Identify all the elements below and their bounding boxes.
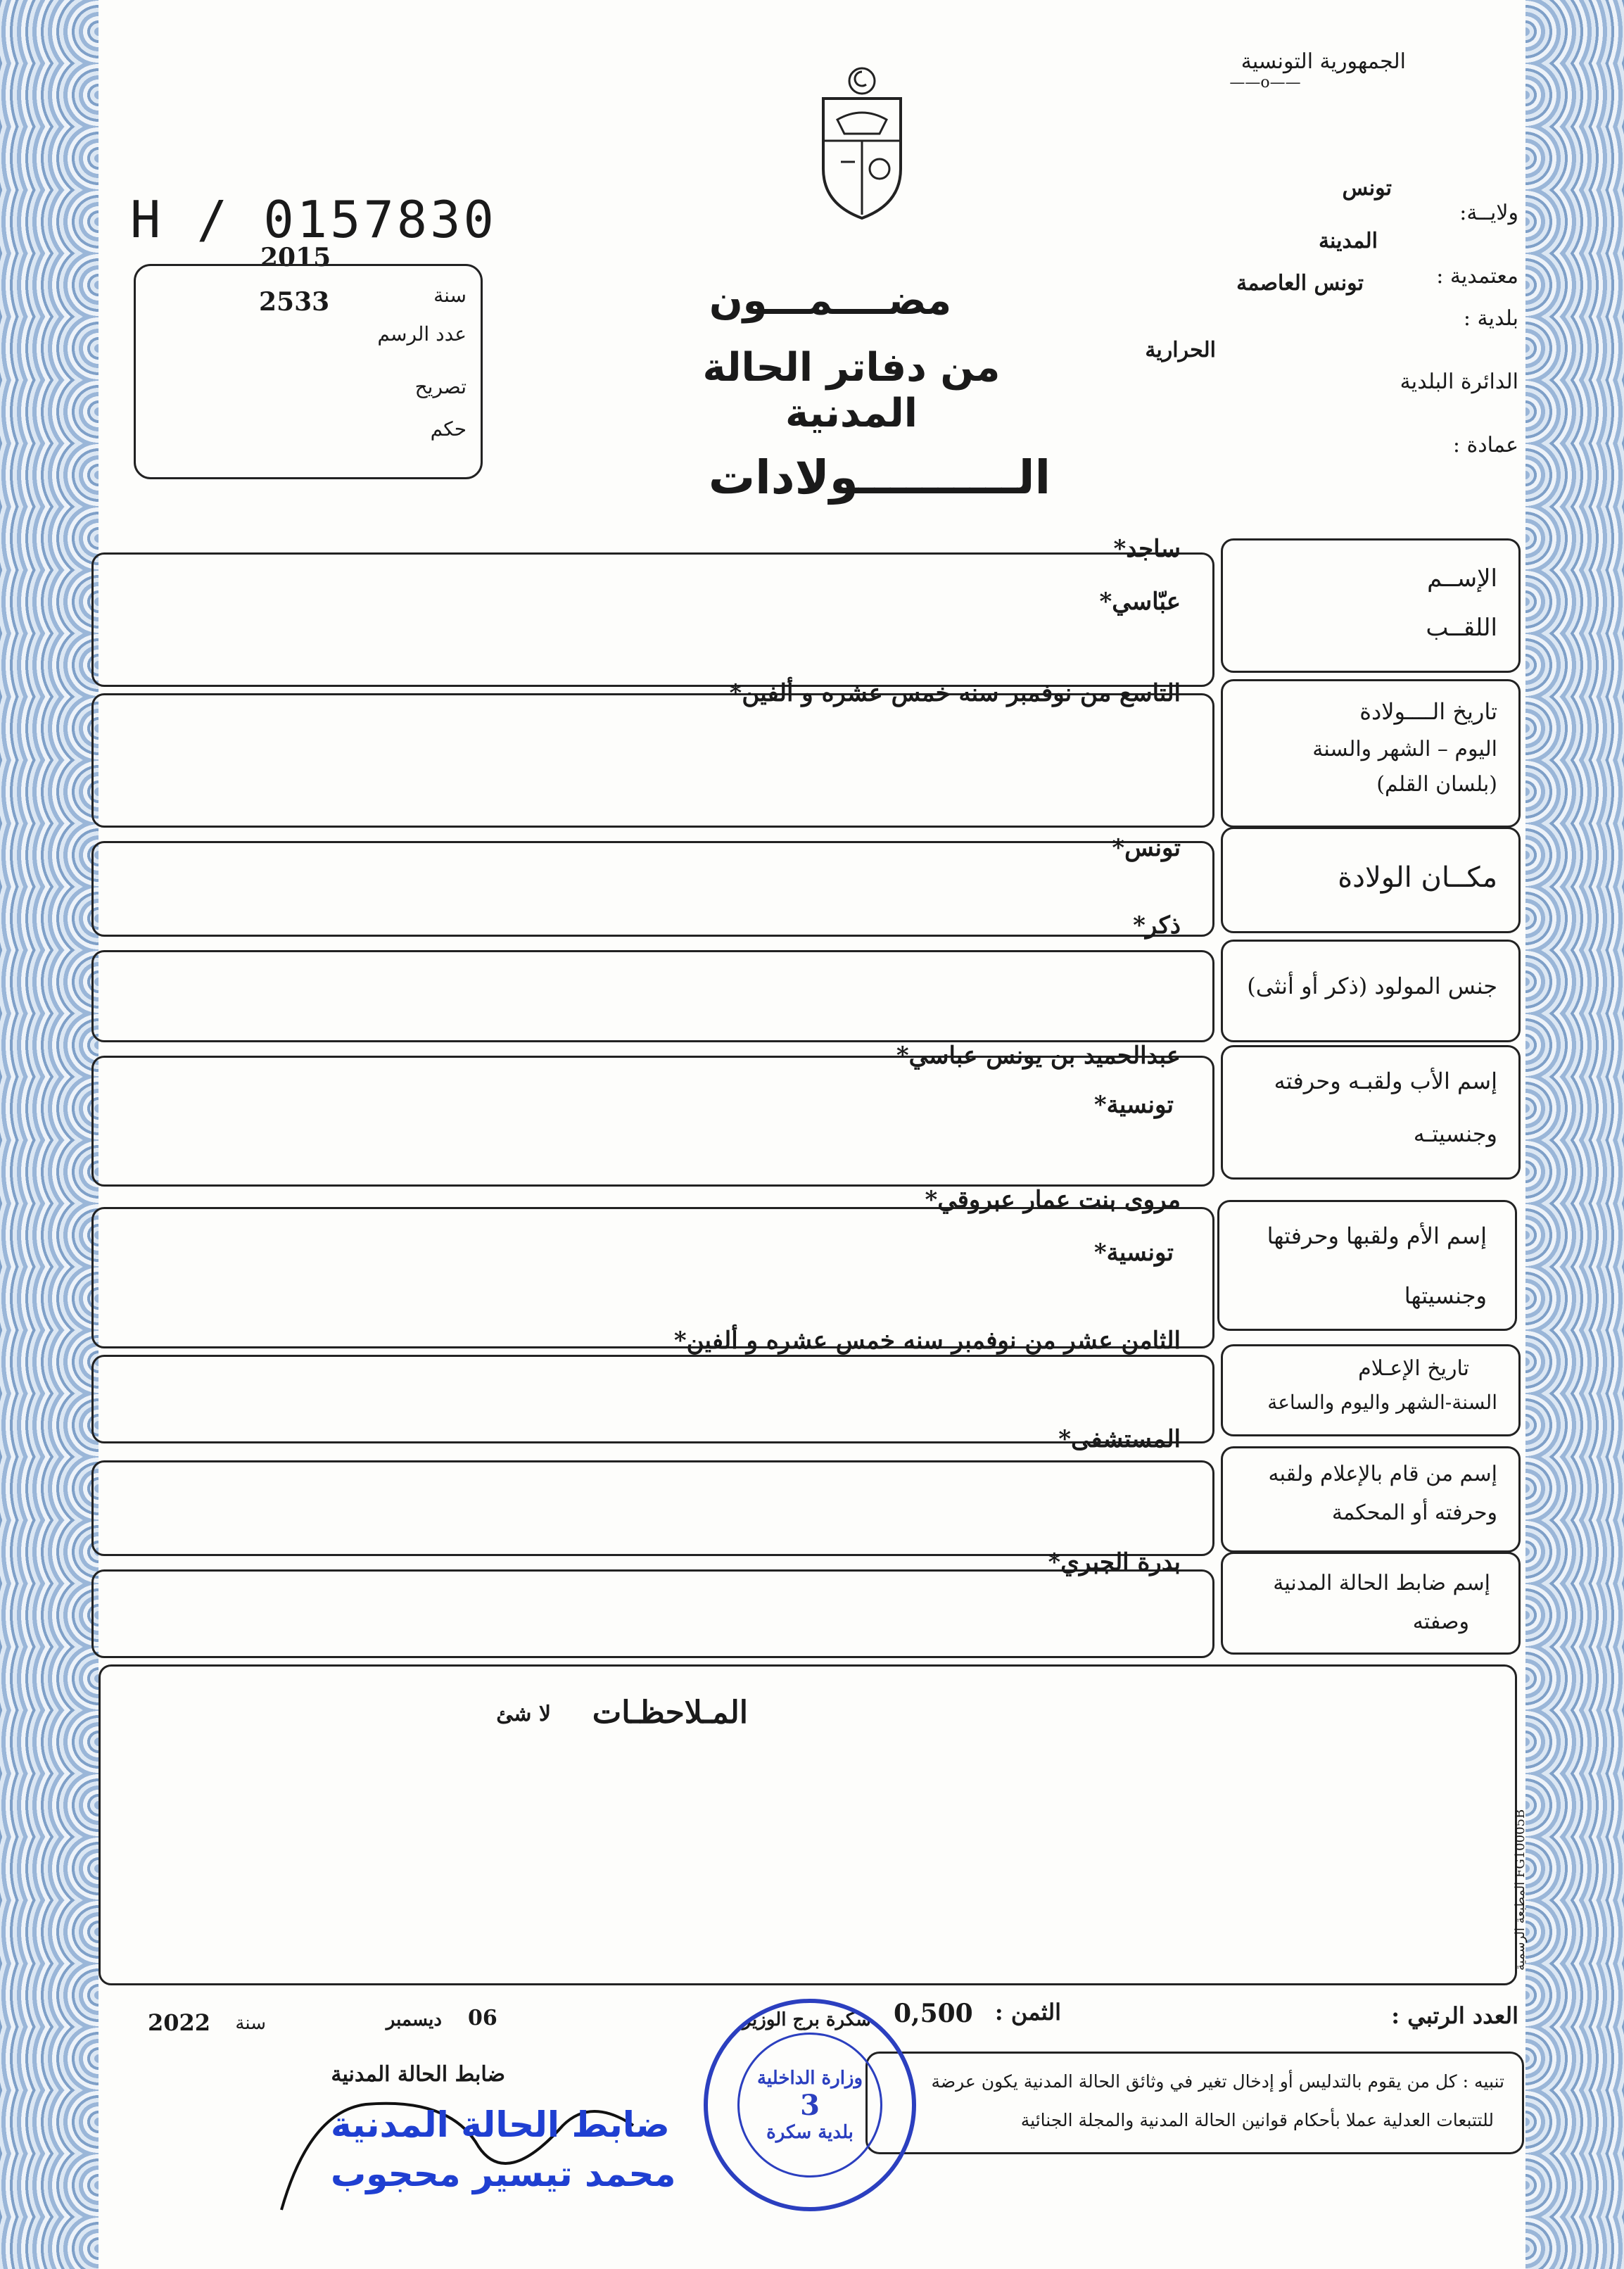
title-extract: مضــــمـــون xyxy=(709,278,952,324)
value-box-birth-date xyxy=(91,693,1214,828)
baladia-value: تونس العاصمة xyxy=(1236,271,1364,296)
label-first-name: الإســم xyxy=(1427,564,1497,593)
officer-stamp-name: محمد تيسير محجوب xyxy=(331,2154,676,2194)
value-surname: عبّاسي* xyxy=(1099,588,1181,616)
label-box-father xyxy=(1221,1045,1521,1180)
label-declaration-date: تاريخ الإعـلام xyxy=(1358,1356,1469,1381)
official-stamp xyxy=(704,1999,916,2211)
label-birth-date: تاريخ الــــولادة xyxy=(1359,698,1497,725)
serial-digits: 0157830 xyxy=(263,190,497,249)
value-mother-nationality: تونسية* xyxy=(1093,1239,1174,1267)
coat-of-arms-icon xyxy=(809,63,915,225)
record-year-label: سنة xyxy=(433,284,467,307)
serial-prefix: H / xyxy=(130,190,231,249)
value-declaration-date: الثامن عشر من نوفمبر سنه خمس عشره و ألفين* xyxy=(673,1327,1181,1355)
label-box-declarant xyxy=(1221,1446,1521,1553)
record-number-label: عدد الرسم xyxy=(377,322,467,346)
issue-place: سكرة برج الوزير xyxy=(742,2009,871,2030)
value-birth-date: التاسع من نوفمبر سنه خمس عشره و ألفين* xyxy=(729,679,1181,707)
warning-line-2: للتتبعات العدلية عملا بأحكام قوانين الحالة المدنية والمجلة الجنائية xyxy=(1020,2110,1494,2130)
remarks-value: لا شئ xyxy=(496,1702,551,1726)
daira-value: الحرارية xyxy=(1145,338,1216,362)
serial-year: 2015 xyxy=(260,243,331,272)
printer-mark: المطبعة الرسمية FG10005B xyxy=(1513,1809,1528,1971)
label-box-name xyxy=(1221,538,1521,673)
label-father: إسم الأب ولقبـه وحرفته xyxy=(1274,1068,1497,1094)
value-father: عبدالحميد بن يونس عباسي* xyxy=(896,1042,1181,1070)
value-box-declaration-date xyxy=(91,1355,1214,1443)
baladia-label: بلدية : xyxy=(1463,306,1518,331)
record-judgment-label: حكم xyxy=(430,417,467,441)
value-birth-place: تونس* xyxy=(1112,834,1181,862)
record-number-box xyxy=(134,264,483,479)
motamadia-label: معتمدية : xyxy=(1436,264,1518,289)
label-box-birth-place xyxy=(1221,827,1521,933)
value-first-name: ساجد* xyxy=(1113,535,1181,563)
motamadia-value: المدينة xyxy=(1318,229,1378,253)
republic-title: الجمهورية التونسية xyxy=(1241,49,1406,74)
issue-day: 06 xyxy=(468,2006,497,2030)
title-births: الــــــــــولادات xyxy=(708,450,1051,505)
value-sex: ذكر* xyxy=(1133,911,1181,940)
remarks-label: المـلاحظـات xyxy=(592,1695,748,1731)
value-father-nationality: تونسية* xyxy=(1093,1091,1174,1119)
year-label: سنة xyxy=(235,2013,266,2034)
warning-line-1: تنبيه : كل من يقوم بالتدليس أو إدخال تغير في وثائق الحالة المدنية يكون عرضة xyxy=(931,2071,1504,2092)
officer-stamp-title: ضابط الحالة المدنية xyxy=(331,2104,670,2145)
label-declarant-profession: وحرفته أو المحكمة xyxy=(1331,1500,1497,1525)
price-value: 0,500 xyxy=(894,1999,973,2028)
value-box-officer xyxy=(91,1569,1214,1658)
label-box-declaration-date xyxy=(1221,1344,1521,1436)
label-sex: جنس المولود (ذكر أو أنثى) xyxy=(1247,973,1497,999)
stamp-inner-text: بلدية سكرة xyxy=(766,2121,854,2143)
signature-scribble-icon xyxy=(267,2083,690,2217)
issue-month: ديسمبر xyxy=(386,2009,442,2030)
label-surname: اللقــب xyxy=(1426,614,1497,642)
label-officer: إسم ضابط الحالة المدنية xyxy=(1273,1571,1490,1595)
stamp-outer-text: وزارة الداخلية xyxy=(756,2067,863,2089)
label-mother: إسم الأم ولقبها وحرفتها xyxy=(1267,1222,1487,1249)
value-mother: مروى بنت عمار عبروقي* xyxy=(925,1186,1181,1214)
left-guilloche-border xyxy=(0,0,99,2269)
label-box-officer xyxy=(1221,1552,1521,1655)
value-box-sex xyxy=(91,950,1214,1042)
remarks-box xyxy=(99,1664,1517,1985)
year-value: 2022 xyxy=(148,2009,211,2036)
label-declarant: إسم من قام بالإعلام ولقبه xyxy=(1268,1462,1497,1486)
wilaya-label: ولايــة: xyxy=(1459,201,1518,225)
value-box-declarant xyxy=(91,1460,1214,1556)
value-box-birth-place xyxy=(91,841,1214,937)
label-box-birth-date xyxy=(1221,679,1521,828)
price-label: الثمن : xyxy=(994,1999,1061,2025)
warning-box xyxy=(865,2052,1524,2154)
title-registers: من دفاتر الحالة المدنية xyxy=(702,345,1001,436)
label-birth-date-words: (بلسان القلم) xyxy=(1376,772,1497,797)
omada-label: عمادة : xyxy=(1452,433,1518,457)
value-officer: بدرة الجبري* xyxy=(1048,1548,1181,1576)
record-number-value: 2533 xyxy=(259,287,330,317)
label-birth-place: مكــان الولادة xyxy=(1338,861,1497,894)
label-father-nationality: وجنسيتـه xyxy=(1413,1120,1497,1147)
daira-label: الدائرة البلدية xyxy=(1400,369,1518,394)
value-box-name xyxy=(91,552,1214,687)
ordinal-label: العدد الرتبي : xyxy=(1391,2002,1518,2029)
officer-title: ضابط الحالة المدنية xyxy=(331,2062,505,2087)
label-box-mother xyxy=(1217,1200,1517,1331)
record-declaration-label: تصريح xyxy=(414,375,467,398)
stamp-number: 3 xyxy=(800,2088,820,2122)
header-divider: ——o—— xyxy=(1229,74,1301,91)
label-birth-date-format: اليوم – الشهر والسنة xyxy=(1312,737,1497,761)
label-officer-title: وصفته xyxy=(1412,1610,1469,1634)
value-declarant: المستشفى* xyxy=(1058,1425,1181,1453)
stamp-center xyxy=(737,2033,882,2178)
wilaya-value: تونس xyxy=(1342,176,1392,201)
serial-number xyxy=(130,190,497,249)
label-box-sex xyxy=(1221,940,1521,1042)
label-mother-nationality: وجنسيتها xyxy=(1404,1282,1487,1309)
value-box-father xyxy=(91,1056,1214,1187)
republic-header xyxy=(1124,49,1406,91)
label-declaration-date-format: السنة-الشهر واليوم والساعة xyxy=(1267,1391,1497,1414)
